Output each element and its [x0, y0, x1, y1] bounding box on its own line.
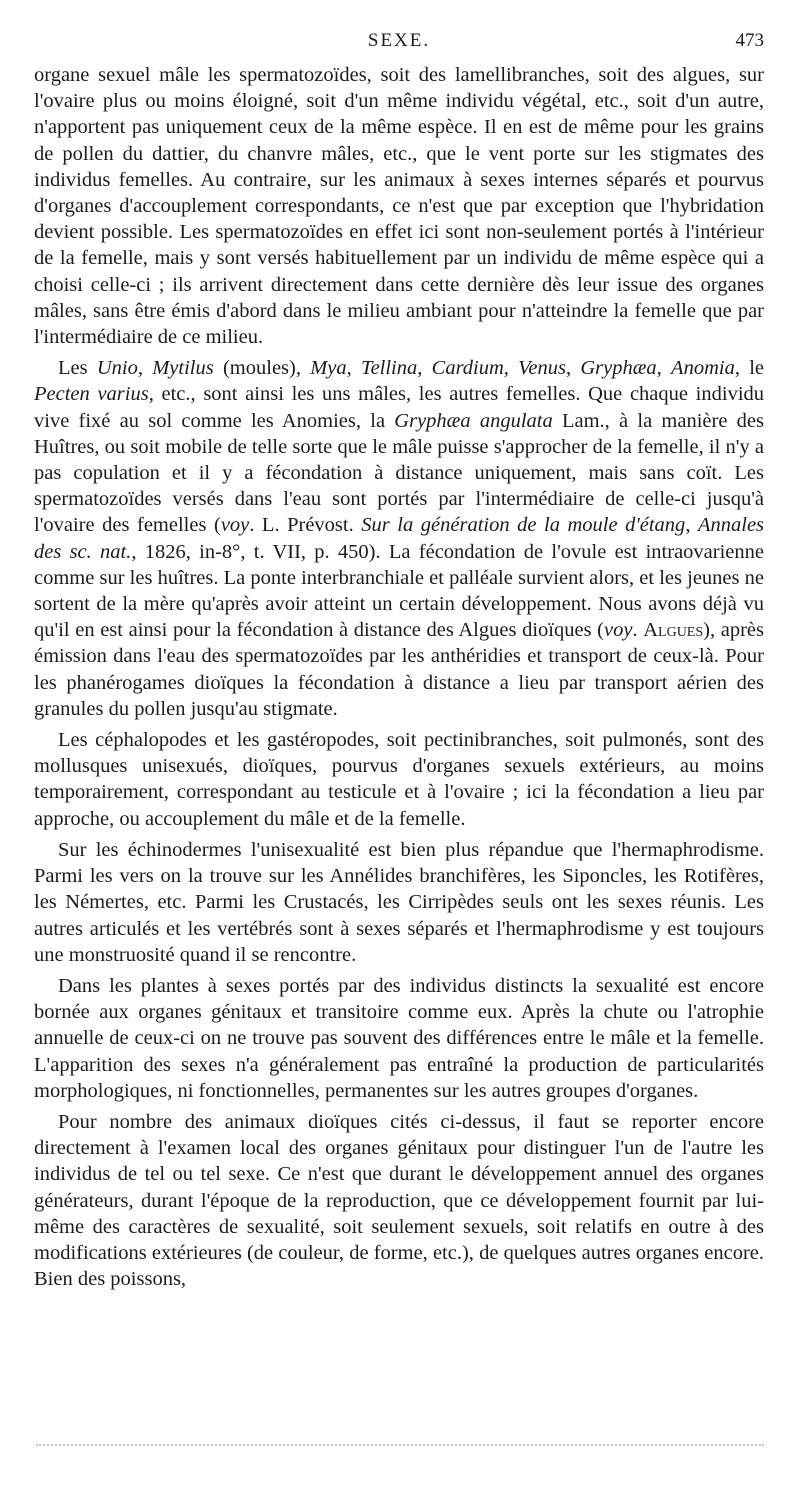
text-run: , — [417, 357, 432, 380]
text-run: (moules), — [213, 357, 311, 380]
text-run: Les céphalopodes et les gastéropodes, soit pectinibranches, soit pulmonés, sont des mollusques unisexués, dioïques, pourvus d'organes sexuels extérieurs, au moins temporairement, correspondant au testicule et à l'ovaire ; ici la fécondation a lieu par approche, ou accouplement du mâle et de la femelle. — [34, 729, 764, 830]
text-run: Sur les échinodermes l'unisexualité est bien plus répandue que l'hermaphrodisme. Parmi les vers on la trouve sur les Annélides branchifères, les Siponcles, les Rotifères, les Némertes, etc. Parmi les Crustacés, les Cirripèdes seuls ont les sexes réunis. Les autres articulés et les vertébrés sont à sexes séparés et l'hermaphrodisme y est toujours une monstruosité quand il se rencontre. — [34, 838, 764, 966]
text-run: , — [656, 357, 672, 380]
running-head-title: SEXE. — [367, 30, 431, 51]
paragraph — [34, 973, 764, 1104]
running-head — [34, 30, 764, 56]
italic-run: Annales des sc. nat. — [34, 514, 765, 563]
paragraph — [34, 837, 764, 968]
italic-run: Anomia — [671, 357, 735, 380]
small-caps-run: Algues — [643, 619, 704, 642]
italic-run: Gryphæa angulata — [394, 409, 553, 432]
text-run: , — [137, 357, 153, 380]
body-text — [34, 62, 764, 1297]
italic-run: Tellina — [361, 357, 418, 380]
paragraph — [34, 1109, 764, 1292]
paragraph — [34, 62, 764, 350]
paragraph — [34, 727, 764, 832]
text-run: organe sexuel mâle les spermatozoïdes, soit des lamellibranches, soit des algues, sur l'ovaire plus ou moins éloigné, soit d'un même individu végétal, etc., soit d'un autre, n'apportent pas uniquement ceux de la même espèce. Il en est de même pour les grains de pollen du dattier, du chanvre mâles, etc., que le vent porte sur les stigmates des individus femelles. Au contraire, sur les animaux à sexes internes séparés et pourvus d'organes d'accouplement correspondants, ce n'est que par exception que l'hybridation devient possible. Les spermatozoïdes en effet ici sont non-seulement portés à l'intérieur de la femelle, mais y sont versés habituellement par un individu de même espèce qui a choisi celle-ci ; ils arrivent directement dans cette dernière dès leur issue des organes mâles, sans être émis d'abord dans le milieu ambiant pour n'atteindre la femelle que par l'intermédiaire de ce milieu. — [34, 64, 764, 349]
text-run: , — [565, 357, 581, 380]
bottom-page-artifact — [36, 1444, 764, 1446]
text-run: ), après émission dans l'eau des spermatozoïdes par les anthéridies et transport de ceux-là. Pour les phanérogames dioïques la fécondation à distance a lieu par transport aérien des granules du pollen jusqu'au stigmate. — [34, 619, 764, 720]
text-run: Les — [58, 357, 97, 380]
text-run: . L. Prévost. — [249, 514, 362, 537]
text-run: , etc., sont ainsi les uns mâles, les autres femelles. Que chaque individu vive fixé au sol comme les Anomies, la — [34, 383, 765, 432]
text-run: Lam., à la manière des Huîtres, ou soit mobile de telle sorte que le mâle puisse s'approcher de la femelle, il n'y a pas copulation et il y a fécondation à distance uniquement, mais sans coït. Les spermatozoïdes versés dans l'eau sont portés par l'intermédiaire de celle-ci jusqu'à l'ovaire des femelles ( — [34, 409, 764, 537]
italic-run: Unio — [96, 357, 138, 380]
text-run: . — [632, 619, 644, 642]
italic-run: voy — [220, 514, 250, 537]
italic-run: Cardium — [431, 357, 504, 380]
italic-run: Gryphæa — [580, 357, 657, 380]
text-run: , 1826, in-8°, t. VII, p. 450). La fécondation de l'ovule est intraovarienne comme sur les huîtres. La ponte interbranchiale et palléale survient alors, et les jeunes ne sortent de la mère qu'après avoir atteint un certain développement. Nous avons déjà vu qu'il en est ainsi pour la fécondation à distance des Algues dioïques ( — [34, 540, 764, 642]
text-run: , le — [734, 357, 764, 380]
italic-run: Venus — [518, 357, 566, 380]
paragraph — [34, 355, 764, 722]
italic-run: Mytilus — [152, 357, 214, 380]
italic-run: voy — [604, 619, 633, 642]
text-run: , — [503, 357, 519, 380]
italic-run: Mya — [310, 357, 347, 380]
text-run: Pour nombre des animaux dioïques cités ci-dessus, il faut se reporter encore directement à l'examen local des organes génitaux pour distinguer l'un de l'autre les individus de tel ou tel sexe. Ce n'est que durant le développement annuel des organes générateurs, durant l'époque de la reproduction, que ce développement fournit par lui-même des caractères de sexualité, soit seulement sexuels, soit relatifs en outre à des modifications extérieures (de couleur, de forme, etc.), de quelques autres organes encore. Bien des poissons, — [34, 1110, 764, 1291]
text-run: , — [346, 357, 362, 380]
italic-run: Pecten varius — [34, 383, 149, 406]
text-run: , — [685, 514, 698, 537]
text-run: Dans les plantes à sexes portés par des individus distincts la sexualité est encore bornée aux organes génitaux et transitoire comme eux. Après la chute ou l'atrophie annuelle de ceux-ci on ne trouve pas souvent des différences entre le mâle et la femelle. L'apparition des sexes n'a généralement pas entraîné la production de particularités morphologiques, ni fonctionnelles, permanentes sur les autres groupes d'organes. — [34, 974, 764, 1102]
italic-run: Sur la génération de la moule d'étang — [361, 514, 686, 537]
page-number: 473 — [735, 30, 764, 51]
